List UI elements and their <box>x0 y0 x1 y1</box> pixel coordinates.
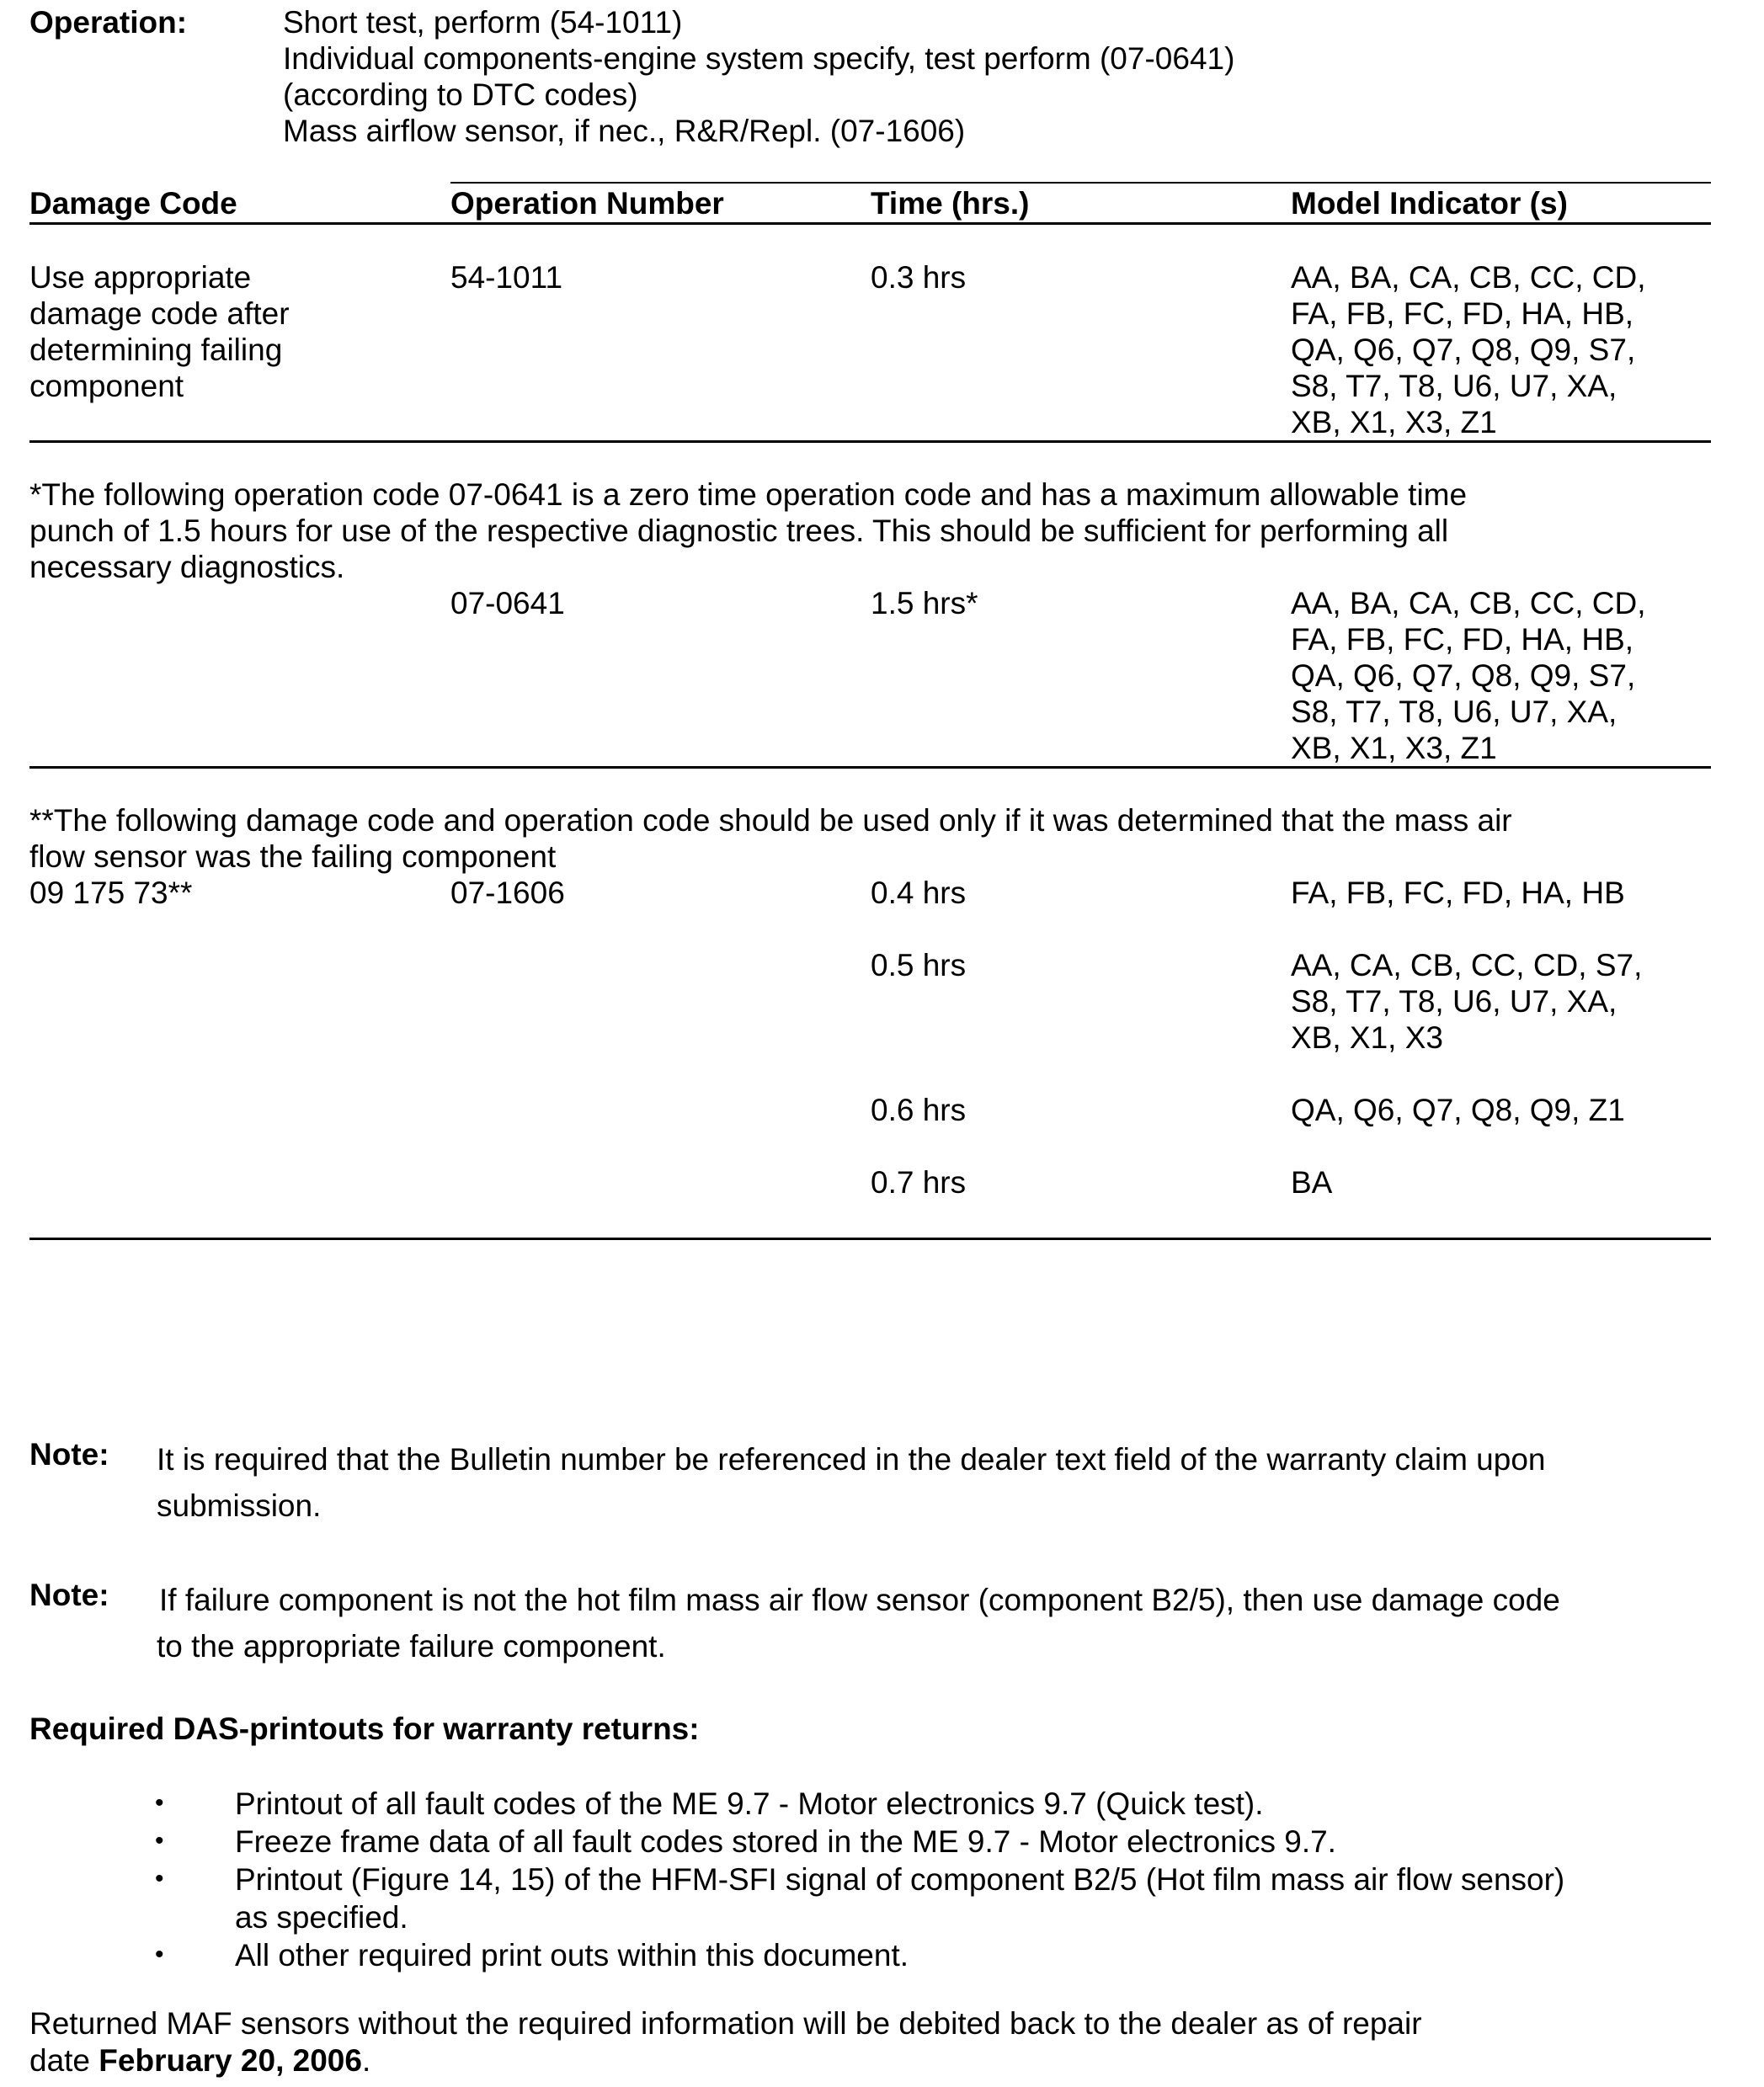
header-time: Time (hrs.) <box>871 186 1030 221</box>
bullet-icon: • <box>155 1865 164 1893</box>
row2-model-line: QA, Q6, Q7, Q8, Q9, S7, <box>1291 658 1636 693</box>
note-line: If failure component is not the hot film mass air flow sensor (component B2/5), then use damage code <box>159 1583 1560 1617</box>
closing-suffix: . <box>361 2043 371 2078</box>
closing-date: February 20, 2006 <box>99 2043 362 2078</box>
note-label-2: Note: <box>29 1578 109 1612</box>
operation-label: Operation: <box>29 5 188 40</box>
note-line: submission. <box>157 1488 322 1523</box>
required-item-line: Printout (Figure 14, 15) of the HFM-SFI signal of component B2/5 (Hot film mass air flow sensor) <box>235 1862 1565 1897</box>
row1-damage-line: component <box>29 369 184 403</box>
row1-damage-line: damage code after <box>29 296 290 331</box>
row3-operation-number: 07-1606 <box>450 876 565 910</box>
required-item-line: All other required print outs within this document. <box>235 1938 909 1973</box>
row3-damage-code: 09 175 73** <box>29 876 193 910</box>
row2-model-line: XB, X1, X3, Z1 <box>1291 731 1497 765</box>
row1-models <box>1291 259 1645 440</box>
row2-models <box>1291 585 1645 766</box>
table-bottom-rule <box>29 1238 1711 1240</box>
row1-damage-line: determining failing <box>29 333 283 367</box>
closing-paragraph <box>29 2005 1422 2079</box>
closing-prefix: date <box>29 2043 99 2078</box>
row3-time-0: 0.4 hrs <box>871 876 967 910</box>
row1-model-line: AA, BA, CA, CB, CC, CD, <box>1291 260 1646 295</box>
row3-model-line: FA, FB, FC, FD, HA, HB <box>1291 876 1625 910</box>
required-item <box>235 1861 1564 1936</box>
row3-model-line: QA, Q6, Q7, Q8, Q9, Z1 <box>1291 1093 1625 1127</box>
header-model-indicator: Model Indicator (s) <box>1291 186 1568 221</box>
note-text-1 <box>157 1436 1545 1529</box>
row1-model-line: FA, FB, FC, FD, HA, HB, <box>1291 296 1634 331</box>
row2-model-line: AA, BA, CA, CB, CC, CD, <box>1291 586 1646 620</box>
maf-note <box>29 802 1512 875</box>
maf-note-line: flow sensor was the failing component <box>29 839 557 874</box>
row3-time-3: 0.7 hrs <box>871 1165 967 1200</box>
bullet-icon: • <box>155 1789 164 1817</box>
row2-operation-number: 07-0641 <box>450 586 565 620</box>
zero-time-note-line: punch of 1.5 hours for use of the respective diagnostic trees. This should be sufficient for performing all <box>29 514 1449 548</box>
maf-note-line: **The following damage code and operation code should be used only if it was determined that the mass air <box>29 803 1512 838</box>
bullet-icon: • <box>155 1827 164 1855</box>
header-operation-number: Operation Number <box>450 186 724 221</box>
operation-line: Mass airflow sensor, if nec., R&R/Repl. (07-1606) <box>283 114 966 148</box>
required-item-line: as specified. <box>235 1900 408 1935</box>
row3-time-1: 0.5 hrs <box>871 948 967 982</box>
closing-line <box>29 2042 1422 2079</box>
row3-models-2 <box>1291 1092 1625 1128</box>
operation-lines <box>283 4 1234 149</box>
required-item-line: Freeze frame data of all fault codes stored in the ME 9.7 - Motor electronics 9.7. <box>235 1824 1336 1859</box>
row3-model-line: S8, T7, T8, U6, U7, XA, <box>1291 984 1617 1019</box>
header-bottom-rule <box>29 222 1711 225</box>
bullet-icon: • <box>155 1941 164 1968</box>
row1-time: 0.3 hrs <box>871 260 967 295</box>
operation-line: (according to DTC codes) <box>283 77 638 112</box>
note-line: to the appropriate failure component. <box>157 1629 666 1664</box>
header-damage-code: Damage Code <box>29 186 237 221</box>
operation-line: Short test, perform (54-1011) <box>283 5 683 40</box>
row2-model-line: FA, FB, FC, FD, HA, HB, <box>1291 622 1634 657</box>
row3-model-line: BA <box>1291 1165 1333 1200</box>
row1-model-line: QA, Q6, Q7, Q8, Q9, S7, <box>1291 333 1636 367</box>
note-label-1: Note: <box>29 1437 109 1472</box>
row1-operation-number: 54-1011 <box>450 260 563 295</box>
required-item <box>235 1823 1336 1861</box>
row2-bottom-rule <box>29 766 1711 769</box>
row3-time-2: 0.6 hrs <box>871 1093 967 1127</box>
closing-line: Returned MAF sensors without the required information will be debited back to the dealer as of repair <box>29 2006 1422 2041</box>
required-item-line: Printout of all fault codes of the ME 9.7 - Motor electronics 9.7 (Quick test). <box>235 1786 1264 1821</box>
row3-models-3 <box>1291 1164 1332 1201</box>
required-heading: Required DAS-printouts for warranty returns: <box>29 1712 700 1746</box>
row3-models-1 <box>1291 947 1642 1056</box>
row2-time: 1.5 hrs* <box>871 586 978 620</box>
operation-line: Individual components-engine system specify, test perform (07-0641) <box>283 41 1235 76</box>
row3-model-line: XB, X1, X3 <box>1291 1020 1443 1055</box>
row1-model-line: XB, X1, X3, Z1 <box>1291 405 1497 439</box>
note-line: It is required that the Bulletin number be referenced in the dealer text field of the warranty claim upon <box>157 1442 1546 1477</box>
header-top-rule <box>450 182 1711 184</box>
row1-bottom-rule <box>29 440 1711 443</box>
row3-models-0 <box>1291 875 1625 911</box>
required-item <box>235 1785 1264 1823</box>
row1-damage-line: Use appropriate <box>29 260 252 295</box>
zero-time-note <box>29 476 1467 585</box>
row3-model-line: AA, CA, CB, CC, CD, S7, <box>1291 948 1643 982</box>
row2-model-line: S8, T7, T8, U6, U7, XA, <box>1291 695 1617 729</box>
required-item <box>235 1936 909 1974</box>
note-text-2 <box>157 1577 1560 1669</box>
zero-time-note-line: necessary diagnostics. <box>29 550 345 584</box>
row1-model-line: S8, T7, T8, U6, U7, XA, <box>1291 369 1617 403</box>
zero-time-note-line: *The following operation code 07-0641 is a zero time operation code and has a maximum allowable time <box>29 477 1468 512</box>
row1-damage-code <box>29 259 290 404</box>
